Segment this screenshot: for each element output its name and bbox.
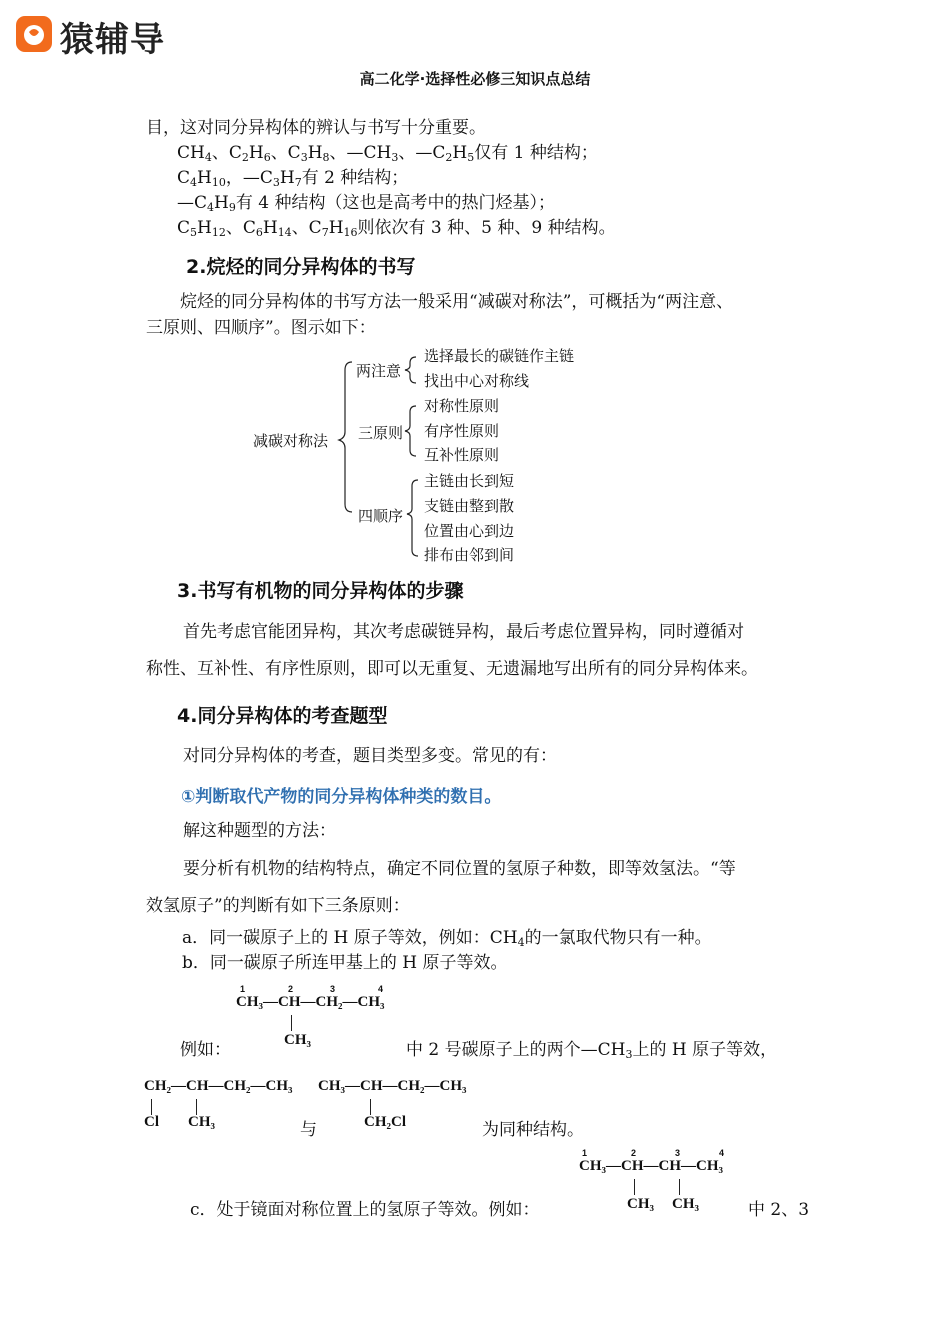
intro-line: 目，这对同分异构体的辨认与书写十分重要。 bbox=[146, 118, 486, 138]
rule-b: b．同一碳原子所连甲基上的 H 原子等效。 bbox=[182, 953, 508, 973]
formula-main-chain: CH₃—CH—CH—CH₃ bbox=[579, 1158, 723, 1174]
tree-item: 互补性原则 bbox=[424, 446, 500, 464]
formula-branch: CH₃ bbox=[627, 1196, 654, 1212]
carbon-number: 3 bbox=[330, 984, 336, 994]
bond-line bbox=[196, 1099, 197, 1115]
section-heading: 4.同分异构体的考查题型 bbox=[177, 705, 388, 727]
tree-item: 找出中心对称线 bbox=[424, 372, 530, 390]
page-title: 高二化学·选择性必修三知识点总结 bbox=[359, 70, 591, 88]
rule-a: a．同一碳原子上的 H 原子等效，例如：$CH_4$的一氯取代物只有一种。 bbox=[182, 928, 712, 949]
bond-line bbox=[370, 1099, 371, 1115]
paragraph: 烷烃的同分异构体的书写方法一般采用“减碳对称法”，可概括为“两注意、 bbox=[180, 292, 734, 312]
formula-branch: CH₃ bbox=[284, 1032, 311, 1048]
tree-group-label: 两注意 bbox=[356, 362, 402, 380]
brand-name: 猿辅导 bbox=[60, 20, 165, 60]
question-type-heading: ①判断取代产物的同分异构体种类的数目。 bbox=[181, 787, 502, 807]
formula-branch: CH₃ bbox=[672, 1196, 699, 1212]
tree-item: 主链由长到短 bbox=[424, 472, 515, 490]
bond-line bbox=[679, 1179, 680, 1195]
carbon-number: 4 bbox=[719, 1148, 725, 1158]
formula-branch: CH₃ bbox=[188, 1114, 215, 1130]
rule-c-tail: 中 2、3 bbox=[748, 1200, 810, 1220]
section-heading: 2.烷烃的同分异构体的书写 bbox=[186, 256, 416, 278]
carbon-number: 2 bbox=[288, 984, 294, 994]
paragraph: 三原则、四顺序”。图示如下： bbox=[146, 318, 376, 338]
intro-line: $—C_4H_9$有 4 种结构（这也是高考中的热门烃基）； bbox=[177, 193, 555, 214]
tree-item: 位置由心到边 bbox=[424, 522, 515, 540]
bond-line bbox=[291, 1015, 292, 1031]
carbon-number: 1 bbox=[582, 1148, 588, 1158]
bond-line bbox=[151, 1099, 152, 1115]
example-label: 例如： bbox=[180, 1040, 231, 1060]
tree-item: 对称性原则 bbox=[424, 397, 500, 415]
formula-main-chain: CH₂—CH—CH₂—CH₃ bbox=[144, 1078, 293, 1094]
paragraph: 首先考虑官能团异构，其次考虑碳链异构，最后考虑位置异构，同时遵循对 bbox=[183, 622, 744, 642]
intro-line: $CH_4$、$C_2H_6$、$C_3H_8$、$—CH_3$、$—C_2H_5$仅有 1 种结构； bbox=[177, 143, 598, 164]
paragraph: 对同分异构体的考查，题目类型多变。常见的有： bbox=[183, 746, 557, 766]
tree-group-label: 三原则 bbox=[358, 424, 404, 442]
paragraph: 效氢原子”的判断有如下三条原则： bbox=[146, 896, 410, 916]
tree-group-label: 四顺序 bbox=[358, 507, 404, 525]
carbon-number: 4 bbox=[378, 984, 384, 994]
paragraph: 解这种题型的方法： bbox=[183, 821, 336, 841]
intro-line: $C_4H_{10}$，$—C_3H_7$有 2 种结构； bbox=[177, 168, 409, 189]
tree-item: 选择最长的碳链作主链 bbox=[424, 347, 575, 365]
tree-root: 减碳对称法 bbox=[253, 432, 329, 450]
formula-branch: Cl bbox=[144, 1114, 159, 1130]
formula-main-chain: CH₃—CH—CH₂—CH₃ bbox=[318, 1078, 467, 1094]
same-structure-text: 为同种结构。 bbox=[482, 1120, 584, 1140]
rule-c: c．处于镜面对称位置上的氢原子等效。例如： bbox=[190, 1200, 540, 1220]
bond-line bbox=[634, 1179, 635, 1195]
carbon-number: 3 bbox=[675, 1148, 681, 1158]
tree-item: 排布由邻到间 bbox=[424, 546, 515, 564]
formula-branch: CH₂Cl bbox=[364, 1114, 406, 1130]
tree-item: 有序性原则 bbox=[424, 422, 500, 440]
carbon-number: 2 bbox=[631, 1148, 637, 1158]
paragraph: 要分析有机物的结构特点，确定不同位置的氢原子种数，即等效氢法。“等 bbox=[183, 859, 736, 879]
paragraph: 称性、互补性、有序性原则，即可以无重复、无遗漏地写出所有的同分异构体来。 bbox=[146, 659, 758, 679]
tree-item: 支链由整到散 bbox=[424, 497, 515, 515]
intro-line: $C_5H_{12}$、$C_6H_{14}$、$C_7H_{16}$则依次有 3 种、5 种、9 种结构。 bbox=[177, 218, 616, 239]
carbon-number: 1 bbox=[240, 984, 246, 994]
section-heading: 3.书写有机物的同分异构体的步骤 bbox=[177, 580, 464, 602]
and-word: 与 bbox=[300, 1120, 317, 1140]
example-text: 中 2 号碳原子上的两个$—CH_3$上的 H 原子等效， bbox=[406, 1040, 778, 1061]
formula-main-chain: CH₃—CH—CH₂—CH₃ bbox=[236, 994, 385, 1010]
